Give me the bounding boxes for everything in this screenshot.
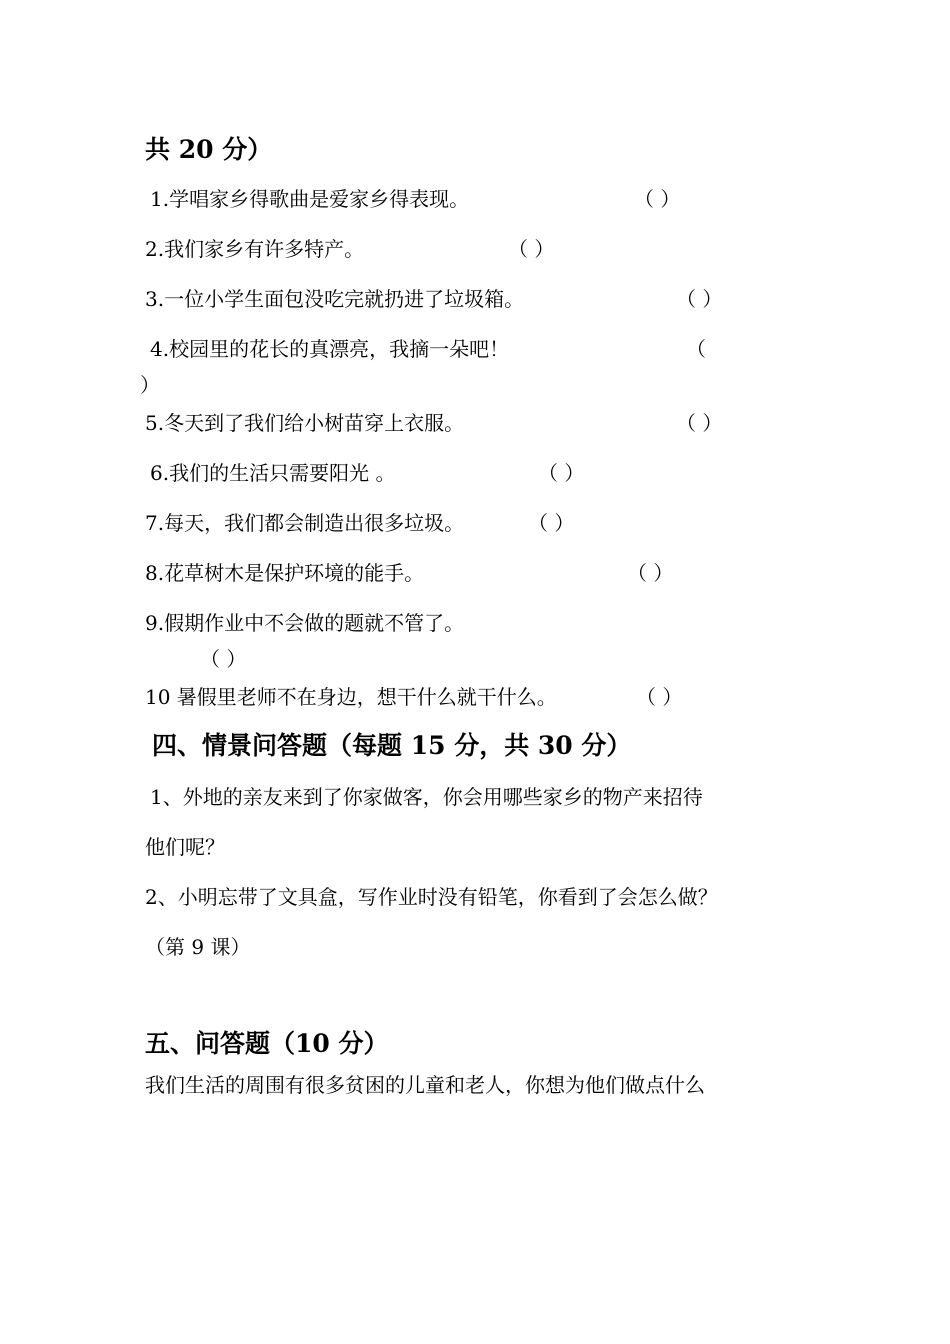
section4-title: 四、情景问答题（每题 15 分，共 30 分）: [152, 731, 632, 760]
tf-item-9: 9.假期作业中不会做的题就不管了。: [145, 611, 465, 635]
answer-blank-4-close: ）: [140, 373, 160, 397]
tf-item-6: 6.我们的生活只需要阳光 。: [150, 461, 396, 485]
answer-blank-4-open[interactable]: （: [686, 337, 706, 361]
tf-item-10: 10 暑假里老师不在身边，想干什么就干什么。: [145, 685, 557, 709]
section5-title: 五、问答题（10 分）: [145, 1029, 389, 1058]
answer-blank-6[interactable]: （ ）: [538, 461, 585, 485]
tf-item-1: 1.学唱家乡得歌曲是爱家乡得表现。: [150, 187, 470, 211]
section3-tail: 共 20 分）: [145, 135, 273, 164]
tf-item-5: 5.冬天到了我们给小树苗穿上衣服。: [145, 411, 465, 435]
answer-blank-8[interactable]: （ ）: [627, 561, 674, 585]
lesson-note: （第 9 课）: [145, 935, 251, 959]
section4-q1-line2: 他们呢？: [145, 835, 225, 859]
tf-item-8: 8.花草树木是保护环境的能手。: [145, 561, 425, 585]
answer-blank-9[interactable]: （ ）: [200, 647, 247, 671]
section5-q1: 我们生活的周围有很多贫困的儿童和老人，你想为他们做点什么: [145, 1073, 705, 1097]
answer-blank-10[interactable]: （ ）: [636, 685, 683, 709]
tf-item-7: 7.每天，我们都会制造出很多垃圾。: [145, 511, 465, 535]
answer-blank-7[interactable]: （ ）: [528, 511, 575, 535]
answer-blank-5[interactable]: （ ）: [676, 411, 723, 435]
section4-q1-line1: 1、外地的亲友来到了你家做客，你会用哪些家乡的物产来招待: [150, 785, 703, 809]
tf-item-4: 4.校园里的花长的真漂亮，我摘一朵吧！: [150, 337, 510, 361]
answer-blank-3[interactable]: （ ）: [676, 287, 723, 311]
tf-item-2: 2.我们家乡有许多特产。: [145, 237, 365, 261]
answer-blank-1[interactable]: （ ）: [634, 187, 681, 211]
answer-blank-2[interactable]: （ ）: [508, 237, 555, 261]
tf-item-3: 3.一位小学生面包没吃完就扔进了垃圾箱。: [145, 287, 525, 311]
section4-q2: 2、小明忘带了文具盒，写作业时没有铅笔，你看到了会怎么做？: [145, 885, 718, 909]
